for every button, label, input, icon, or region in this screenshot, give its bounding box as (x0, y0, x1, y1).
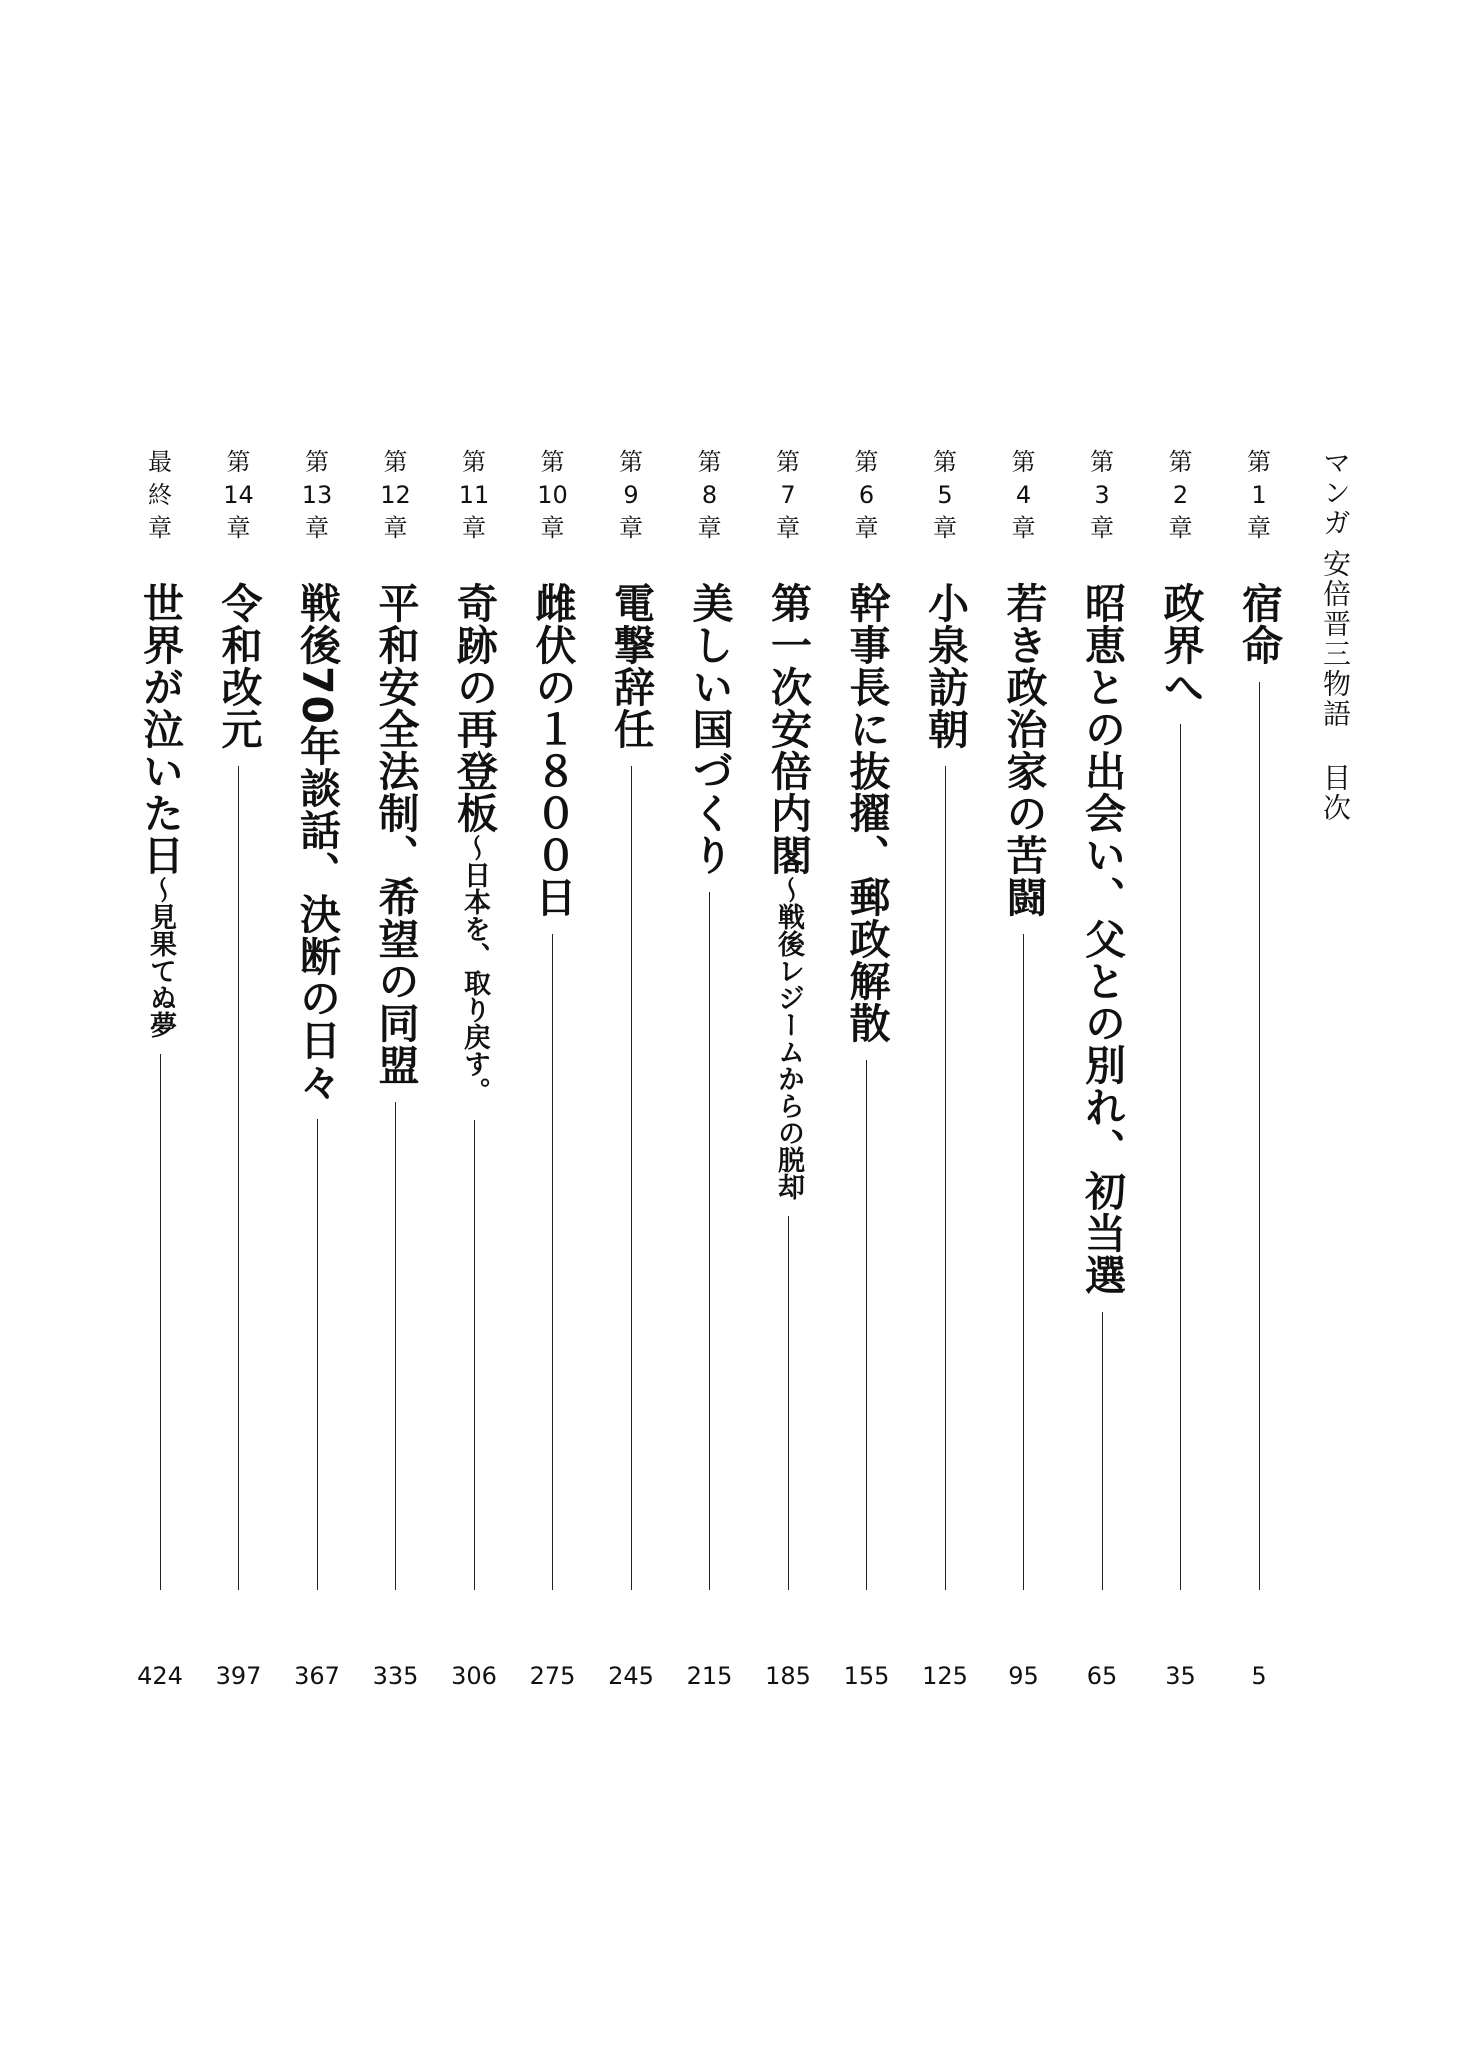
chapter-title-main: 若き政治家の苦闘 (999, 582, 1048, 918)
chapter-number-part: 章 (305, 514, 329, 542)
chapter-number-part: 5 (937, 481, 953, 509)
chapter-title-block (125, 582, 195, 1590)
chapter-number-part: 6 (858, 481, 875, 509)
chapter-title-block (596, 582, 666, 1590)
chapter-title[interactable] (842, 582, 892, 1044)
chapter-number (832, 446, 902, 545)
chapter-number-part: 第 (462, 448, 486, 476)
chapter-title-block (282, 582, 352, 1590)
chapter-number-part: 章 (1168, 514, 1193, 542)
chapter-title-block (832, 582, 902, 1590)
chapter-number-part: 第 (226, 448, 251, 476)
chapter-number-part: 章 (226, 514, 251, 542)
chapter-number-part: 第 (776, 448, 800, 476)
chapter-number-part: 9 (623, 481, 639, 509)
chapter-number-part: 8 (701, 481, 718, 509)
chapter-title-main: 世界が泣いた日 (136, 582, 184, 876)
chapter-number-part: 章 (619, 514, 643, 542)
chapter-number-part: 第 (1168, 448, 1193, 476)
page-number[interactable]: 275 (529, 1662, 576, 1690)
chapter-title-block (204, 582, 274, 1590)
chapter-number (675, 446, 745, 545)
chapter-number-part: 第 (305, 448, 329, 476)
chapter-number (753, 446, 823, 545)
chapter-number-part: 10 (537, 481, 568, 509)
chapter-title[interactable] (292, 582, 342, 1103)
chapter-title-main: 宿命 (1235, 582, 1283, 666)
page-number[interactable]: 65 (1086, 1662, 1118, 1690)
chapter-number-part: 7 (780, 481, 796, 509)
chapter-number (518, 446, 588, 545)
page-number[interactable]: 125 (922, 1662, 968, 1690)
chapter-title-main: 第一次安倍内閣 (764, 582, 812, 876)
chapter-number-part: 章 (933, 514, 957, 542)
toc-label: 目次 (1319, 762, 1352, 823)
chapter-number-part: 終 (148, 481, 172, 509)
chapter-title[interactable] (135, 582, 185, 1038)
chapter-title-main: 幹事長に抜擢、郵政解散 (842, 582, 891, 1044)
chapter-number-part: 4 (1015, 481, 1032, 509)
chapter-title-block (675, 582, 745, 1590)
leader-line (317, 1119, 318, 1590)
chapter-number-part: 第 (1090, 448, 1114, 476)
toc-entry[interactable] (125, 446, 195, 1691)
leader-line (160, 1054, 161, 1590)
toc-entry[interactable] (753, 446, 823, 1691)
chapter-title-block (753, 582, 823, 1590)
leader-line (1180, 724, 1181, 1590)
chapter-title-main: 電撃辞任 (607, 582, 655, 750)
chapter-number (596, 446, 666, 545)
chapter-number-part: 第 (933, 448, 957, 476)
chapter-number-part: 11 (458, 481, 490, 509)
chapter-title[interactable] (1077, 582, 1127, 1296)
chapter-number (125, 446, 195, 545)
leader-line (1259, 682, 1260, 1590)
page-number[interactable]: 397 (215, 1662, 262, 1690)
leader-line (395, 1102, 396, 1590)
chapter-title-main: 奇跡の再登板 (450, 582, 498, 834)
toc-entry[interactable] (832, 446, 902, 1691)
chapter-title[interactable] (685, 582, 735, 876)
chapter-title[interactable] (920, 582, 970, 750)
chapter-number-part: 14 (223, 481, 254, 509)
chapter-subtitle: ～見果てぬ夢 (145, 876, 176, 1038)
chapter-number-part: 最 (148, 448, 172, 476)
chapter-number (1067, 446, 1137, 545)
page-number[interactable]: 215 (686, 1662, 733, 1690)
chapter-number-part: 章 (697, 514, 722, 542)
chapter-number (910, 446, 980, 545)
leader-line (945, 766, 946, 1590)
chapter-number-part: 章 (776, 514, 800, 542)
chapter-number (1224, 446, 1294, 545)
chapter-number (1146, 446, 1216, 545)
chapter-number-part: 第 (383, 448, 408, 476)
leader-line (1102, 1312, 1103, 1590)
chapter-title-block (439, 582, 509, 1590)
toc-entry[interactable] (204, 446, 274, 1691)
chapter-title[interactable] (1156, 582, 1206, 708)
toc-entry[interactable] (361, 446, 431, 1691)
page-number[interactable]: 367 (294, 1662, 340, 1690)
leader-line (788, 1216, 789, 1590)
chapter-number (989, 446, 1059, 545)
leader-line (866, 1060, 867, 1590)
chapter-title-main: 美しい国づくり (685, 582, 734, 876)
toc-entry[interactable] (1146, 446, 1216, 1691)
chapter-title-main: 雌伏の１８００日 (528, 582, 577, 918)
chapter-subtitle: ～戦後レジームからの脱却 (773, 876, 804, 1200)
chapter-title-main: 政界へ (1156, 582, 1205, 708)
chapter-number-part: 13 (301, 481, 333, 509)
toc-entry[interactable] (1224, 446, 1294, 1691)
leader-line (709, 892, 710, 1590)
chapter-number (282, 446, 352, 545)
chapter-title[interactable] (606, 582, 656, 750)
chapter-number-part: 章 (148, 514, 172, 542)
leader-line (238, 766, 239, 1590)
chapter-number-part: 第 (619, 448, 643, 476)
leader-line (631, 766, 632, 1590)
page-number[interactable]: 5 (1251, 1662, 1267, 1690)
chapter-number-part: 章 (540, 514, 565, 542)
chapter-number (439, 446, 509, 545)
page-number[interactable]: 306 (451, 1662, 497, 1690)
page-number[interactable]: 35 (1165, 1662, 1196, 1690)
leader-line (474, 1120, 475, 1590)
toc-entry[interactable] (989, 446, 1059, 1691)
page-number[interactable]: 185 (765, 1662, 811, 1690)
chapter-title[interactable] (528, 582, 578, 918)
toc-entry[interactable] (282, 446, 352, 1691)
chapter-title[interactable] (1234, 582, 1284, 666)
page-number[interactable]: 95 (1008, 1662, 1039, 1690)
chapter-number-part: 第 (854, 448, 879, 476)
chapter-title-block (361, 582, 431, 1590)
chapter-number (361, 446, 431, 545)
chapter-title-block (989, 582, 1059, 1590)
chapter-subtitle: ～日本を、取り戻す。 (459, 834, 490, 1104)
leader-line (552, 934, 553, 1590)
chapter-title-block (518, 582, 588, 1590)
chapter-title[interactable] (763, 582, 813, 1200)
book-title: マンガ 安倍晋三物語 (1319, 448, 1352, 729)
chapter-title-main: 昭恵との出会い、父との別れ、初当選 (1078, 582, 1126, 1296)
chapter-title[interactable] (371, 582, 421, 1086)
chapter-number-part: 第 (1011, 448, 1036, 476)
chapter-number-part: 章 (383, 514, 408, 542)
chapter-title-block (1146, 582, 1216, 1590)
chapter-number-part: 12 (380, 481, 411, 509)
page-number[interactable]: 424 (137, 1662, 183, 1690)
chapter-number-part: 章 (1090, 514, 1114, 542)
chapter-title-block (1067, 582, 1137, 1590)
chapter-title[interactable] (999, 582, 1049, 918)
chapter-title-block (1224, 582, 1294, 1590)
chapter-number-part: 第 (540, 448, 565, 476)
page-number[interactable]: 335 (372, 1662, 419, 1690)
toc-entry[interactable] (518, 446, 588, 1691)
chapter-number-part: 3 (1094, 481, 1110, 509)
toc-entry[interactable] (910, 446, 980, 1691)
chapter-title[interactable] (214, 582, 264, 750)
page-number[interactable]: 155 (843, 1662, 890, 1690)
page-number[interactable]: 245 (608, 1662, 654, 1690)
chapter-title-main: 平和安全法制、希望の同盟 (371, 582, 420, 1086)
toc-entry[interactable] (675, 446, 745, 1691)
chapter-number-part: 章 (1011, 514, 1036, 542)
chapter-number-part: 1 (1251, 481, 1267, 509)
chapter-number (204, 446, 274, 545)
toc-entry[interactable] (1067, 446, 1137, 1691)
chapter-title-main: 令和改元 (214, 582, 263, 750)
chapter-title[interactable] (449, 582, 499, 1104)
chapter-title-block (910, 582, 980, 1590)
chapter-number-part: 2 (1172, 481, 1189, 509)
chapter-title-main: 小泉訪朝 (921, 582, 969, 750)
toc-entry[interactable] (439, 446, 509, 1691)
chapter-number-part: 章 (462, 514, 486, 542)
chapter-number-part: 章 (854, 514, 879, 542)
chapter-number-part: 章 (1247, 514, 1271, 542)
chapter-title-main: 戦後70年談話、決断の日々 (293, 582, 341, 1104)
toc-header (1318, 448, 1352, 823)
chapter-number-part: 第 (697, 448, 722, 476)
leader-line (1023, 934, 1024, 1590)
toc-entry[interactable] (596, 446, 666, 1691)
chapter-number-part: 第 (1247, 448, 1271, 476)
